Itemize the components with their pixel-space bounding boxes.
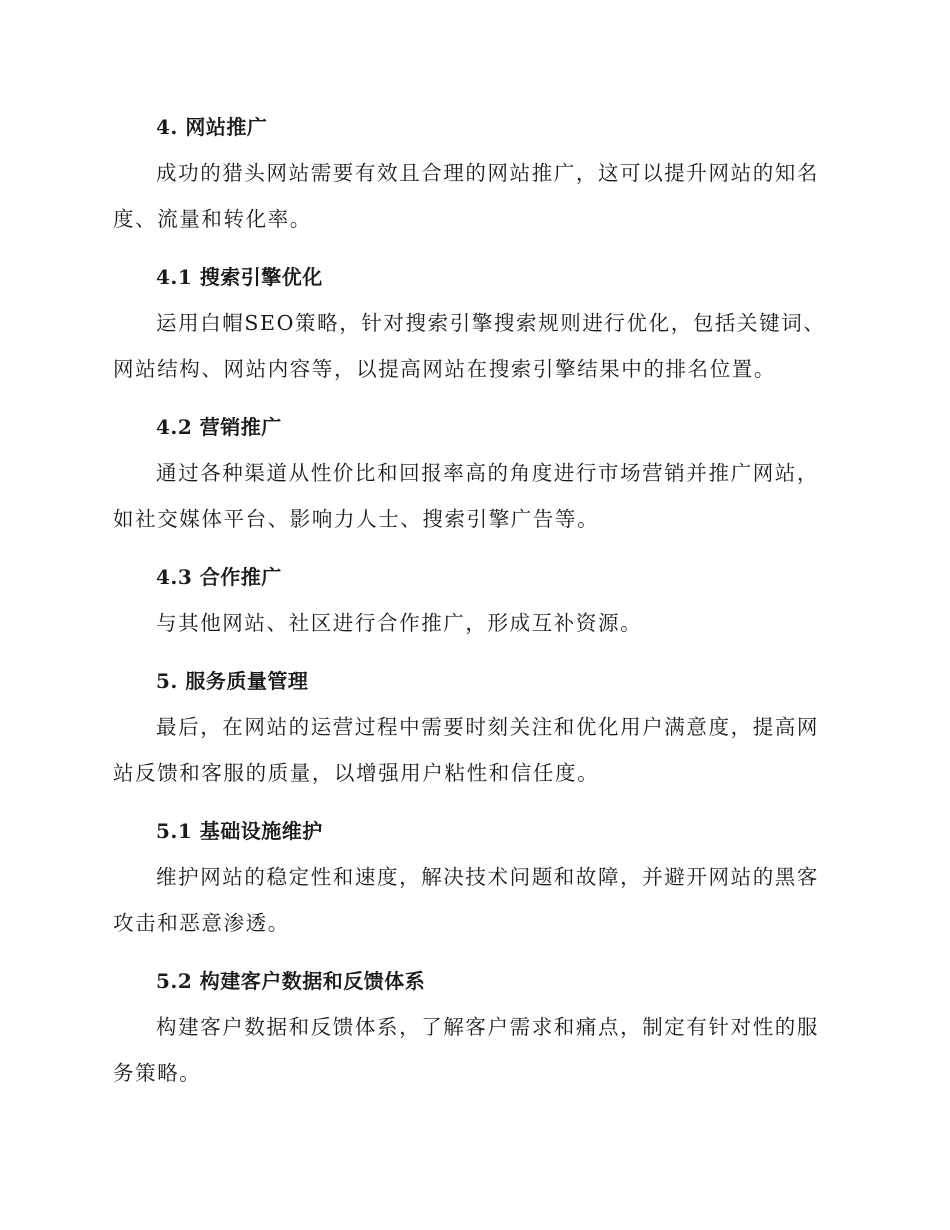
section-heading-4-3: 4.3 合作推广 [156, 565, 282, 589]
document-body [113, 104, 835, 1108]
section-paragraph-5-2: 构建客户数据和反馈体系，了解客户需求和痛点，制定有针对性的服务策略。 [113, 1015, 819, 1085]
section-heading-4: 4. 网站推广 [156, 115, 268, 139]
section-paragraph-4-3: 与其他网站、社区进行合作推广，形成互补资源。 [156, 611, 643, 635]
section-paragraph-5-1: 维护网站的稳定性和速度，解决技术问题和故障，并避开网站的黑客攻击和恶意渗透。 [113, 865, 819, 935]
section-heading-4-1: 4.1 搜索引擎优化 [156, 265, 323, 289]
section-heading-5-1: 5.1 基础设施维护 [156, 819, 323, 843]
section-paragraph-4-2: 通过各种渠道从性价比和回报率高的角度进行市场营销并推广网站，如社交媒体平台、影响力人士、搜索引擎广告等。 [113, 461, 819, 531]
section-heading-5-2: 5.2 构建客户数据和反馈体系 [156, 969, 426, 993]
section-heading-4-2: 4.2 营销推广 [156, 415, 282, 439]
section-paragraph-5: 最后，在网站的运营过程中需要时刻关注和优化用户满意度，提高网站反馈和客服的质量，以增强用户粘性和信任度。 [113, 715, 819, 785]
section-heading-5: 5. 服务质量管理 [156, 669, 309, 693]
section-paragraph-4: 成功的猎头网站需要有效且合理的网站推广，这可以提升网站的知名度、流量和转化率。 [113, 161, 819, 231]
section-paragraph-4-1: 运用白帽SEO策略，针对搜索引擎搜索规则进行优化，包括关键词、网站结构、网站内容等，以提高网站在搜索引擎结果中的排名位置。 [113, 311, 826, 381]
